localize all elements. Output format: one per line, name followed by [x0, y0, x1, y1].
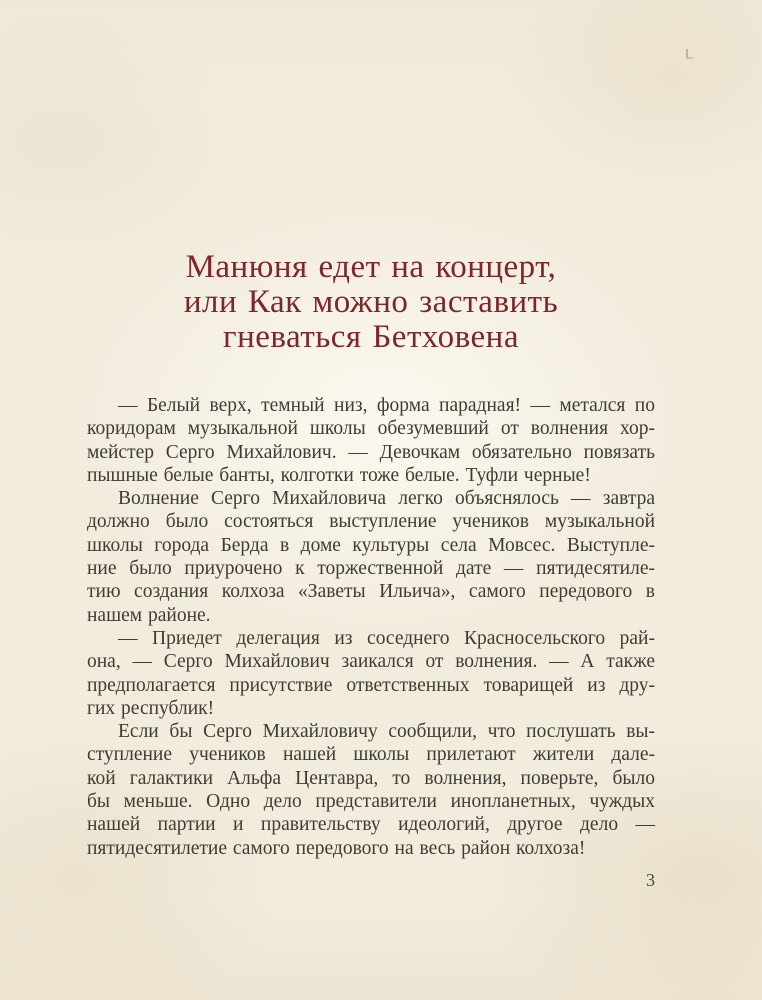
text-line: — Белый верх, темный низ, форма парадная! — метался по — [118, 395, 655, 416]
text-line: ступление учеников нашей школы прилетают жители дале- — [87, 744, 655, 766]
body-text — [87, 394, 655, 860]
chapter-title-line-1: Манюня едет на концерт, — [185, 249, 557, 285]
text-line: коридорам музыкальной школы обезумевший от волнения хор- — [87, 418, 655, 440]
paragraph-2 — [87, 487, 655, 627]
paragraph-1 — [87, 394, 655, 487]
text-line: предполагается присутствие ответственных товарищей из дру- — [87, 674, 655, 696]
text-line: нашем районе. — [87, 604, 211, 626]
text-line: тию создания колхоза «Заветы Ильича», самого передового в — [87, 581, 655, 603]
chapter-title — [87, 250, 655, 355]
text-line: Волнение Серго Михайловича легко объяснялось — завтра — [118, 488, 655, 510]
text-line: Если бы Серго Михайловичу сообщили, что послушать вы- — [118, 721, 655, 743]
text-line: пятидесятилетие самого передового на весь район колхоза! — [87, 837, 586, 859]
text-line: пышные белые банты, колготки тоже белые. Туфли черные! — [87, 464, 591, 486]
text-line: — Приедет делегация из соседнего Красносельского рай- — [118, 627, 655, 649]
paragraph-4 — [87, 720, 655, 860]
text-line: школы города Берда в доме культуры села Мовсес. Выступле- — [87, 534, 655, 556]
text-line: должно было состояться выступление учеников музыкальной — [87, 511, 655, 533]
chapter-title-line-3: гневаться Бетховена — [223, 319, 519, 355]
text-line: гих республик! — [87, 697, 215, 719]
chapter-title-line-2: или Как можно заставить — [183, 284, 559, 320]
page-number: 3 — [646, 870, 655, 890]
text-line: бы меньше. Одно дело представители инопланетных, чуждых — [87, 791, 655, 813]
paragraph-3 — [87, 627, 655, 720]
text-line: нашей партии и правительству идеологий, другое дело — — [87, 814, 655, 836]
paper-speck — [686, 49, 693, 59]
text-line: мейстер Серго Михайлович. — Девочкам обязательно повязать — [87, 441, 655, 463]
text-line: ние было приурочено к торжественной дате — пятидесятиле- — [87, 558, 655, 580]
text-line: она, — Серго Михайлович заикался от волнения. — А также — [87, 651, 655, 673]
text-line: кой галактики Альфа Центавра, то волнения, поверьте, было — [87, 767, 655, 789]
